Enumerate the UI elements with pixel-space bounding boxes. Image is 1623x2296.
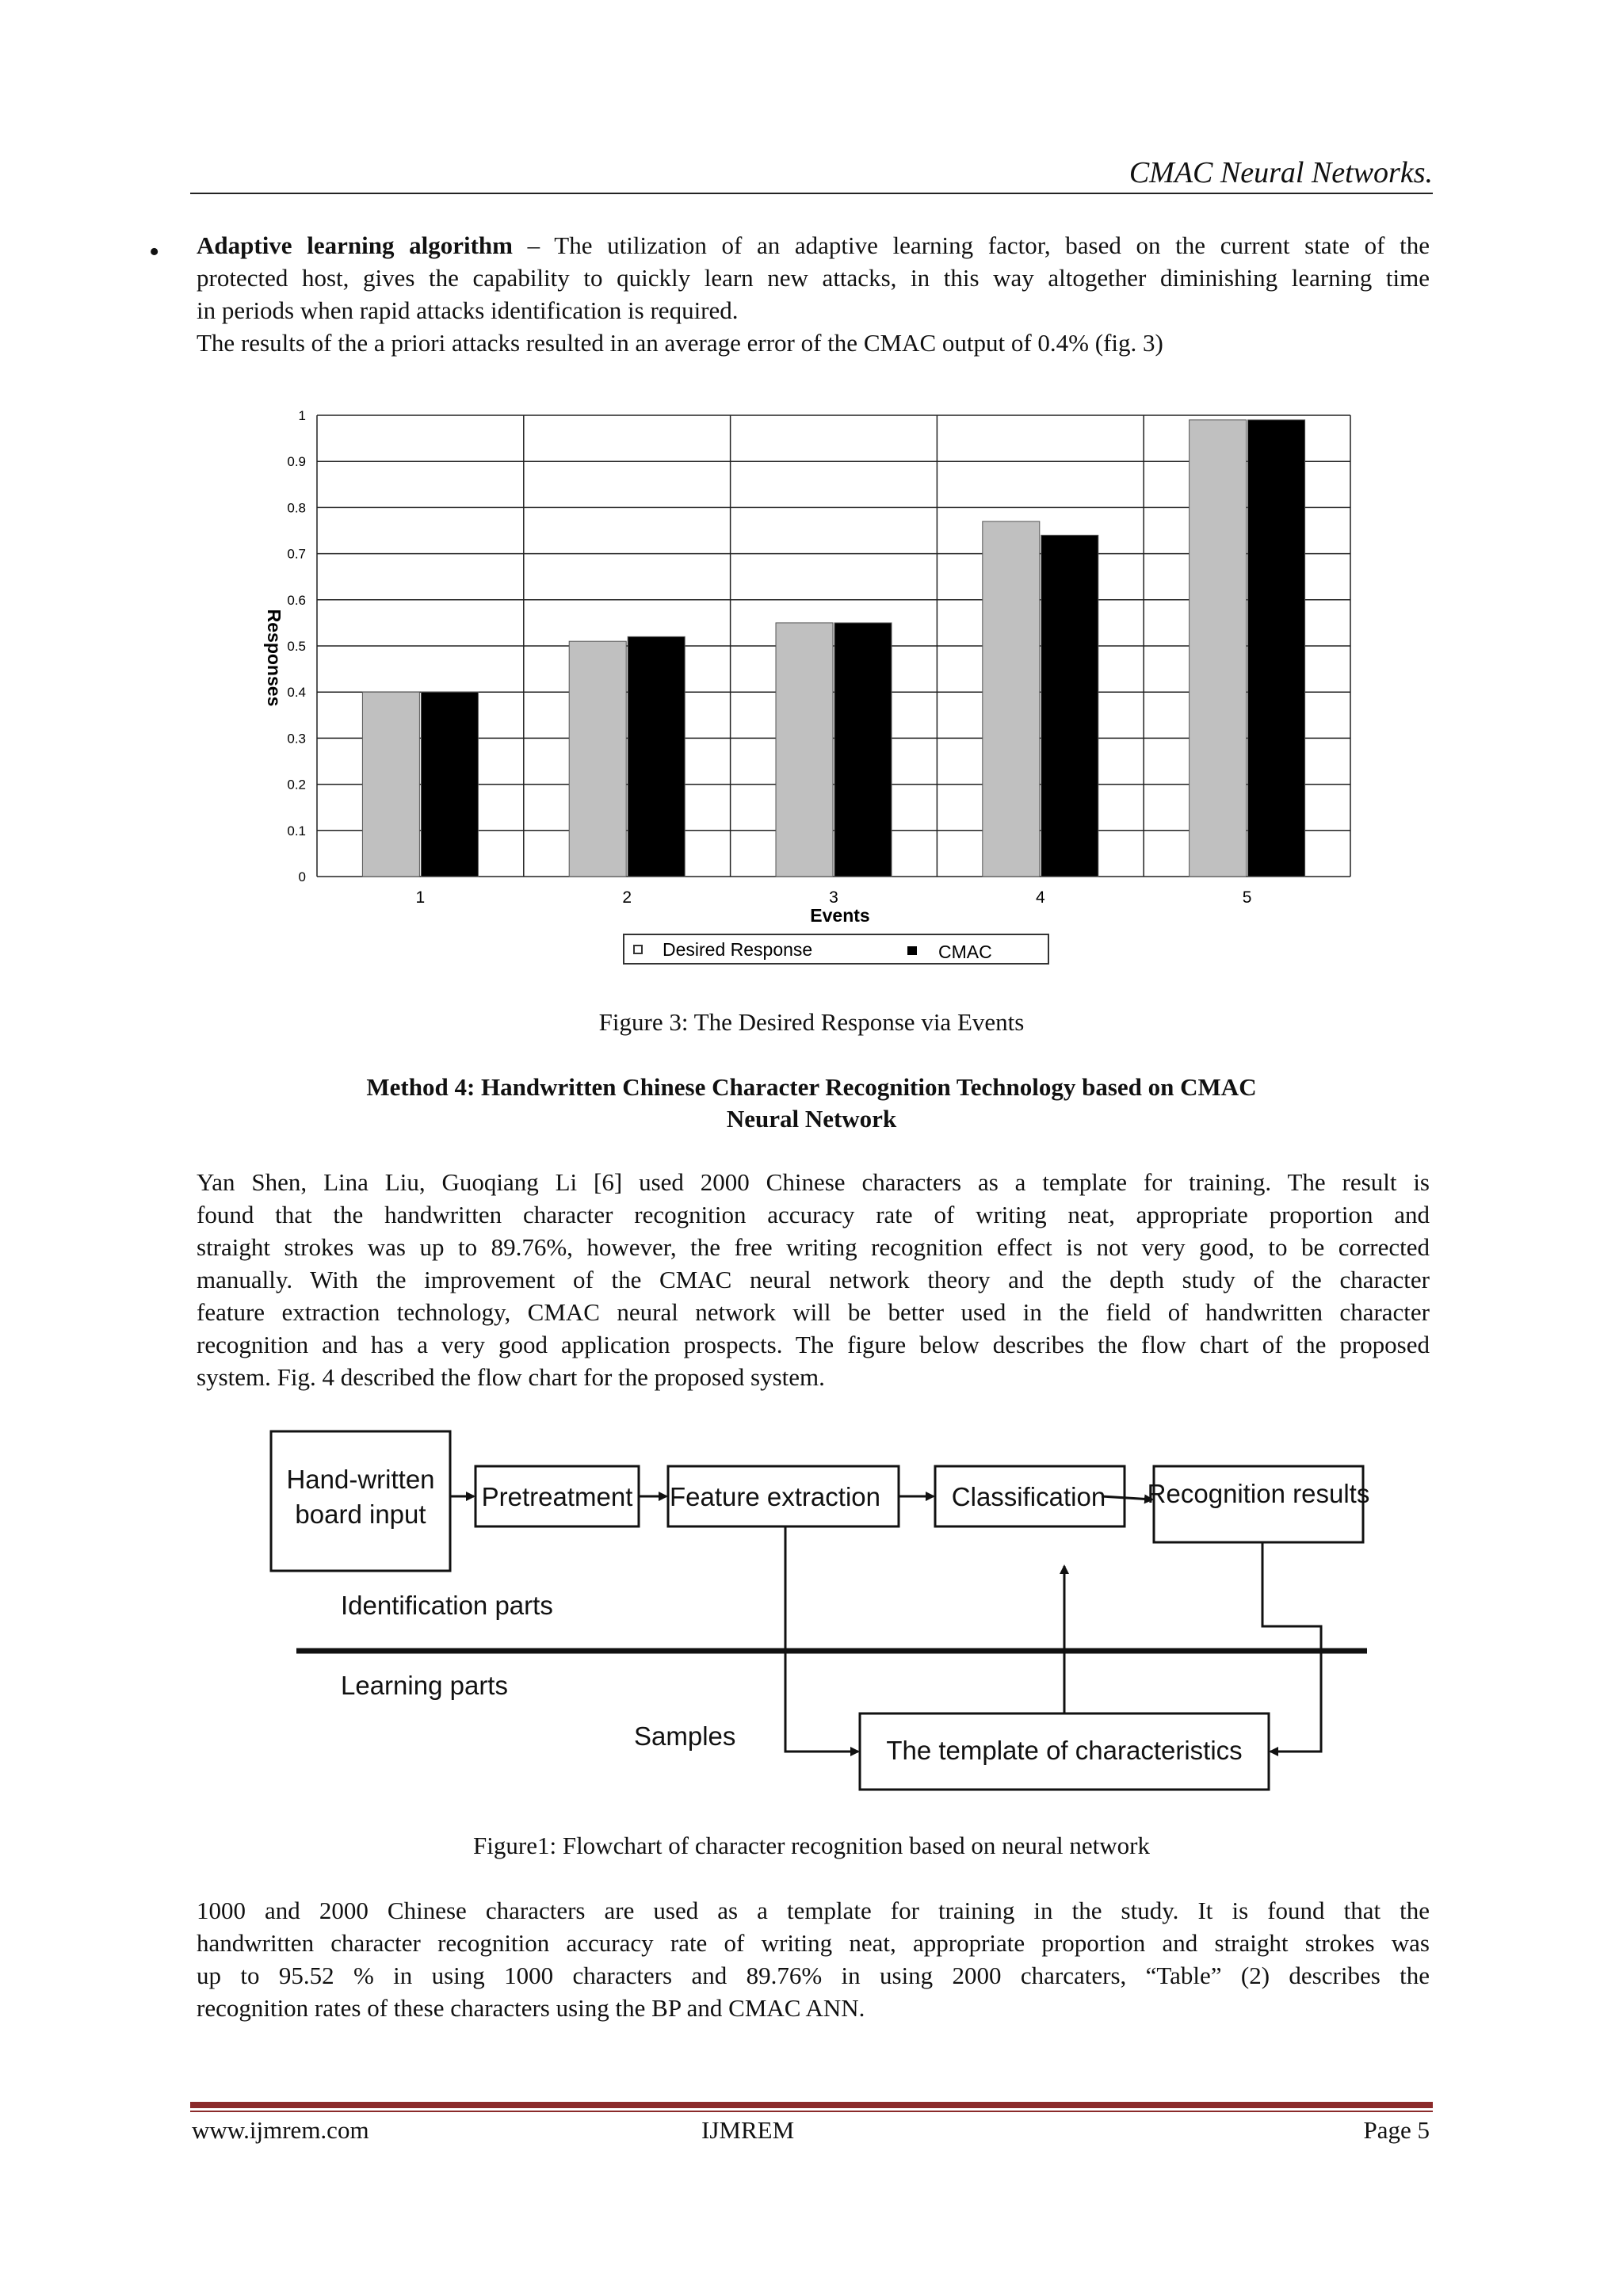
x-tick-label: 5 [1242, 888, 1252, 907]
footer-rule [190, 2102, 1433, 2108]
bar-desired-response [983, 521, 1040, 877]
box-input-line2: board input [295, 1499, 426, 1529]
p1-line-3: manually. With the improvement of the CMAC neural network theory and the depth study of the character [197, 1266, 1430, 1293]
p2-line-1: handwritten character recognition accuracy rate of writing neat, appropriate proportion and straight strokes was [197, 1929, 1430, 1957]
flowchart-diagram [262, 1419, 1387, 1799]
p1-line-5: recognition and has a very good application prospects. The figure below describes the flow chart of the proposed [197, 1331, 1430, 1358]
paragraph-1 [197, 1166, 1430, 1393]
y-tick-label: 0.8 [287, 500, 306, 516]
legend-label-desired: Desired Response [663, 939, 813, 960]
bar-desired-response [362, 692, 419, 877]
box-template-label: The template of characteristics [886, 1736, 1243, 1765]
bullet-line-2: in periods when rapid attacks identification is required. [197, 296, 739, 324]
box-pretreatment-label: Pretreatment [481, 1482, 633, 1511]
figure1-caption: Figure1: Flowchart of character recognition based on neural network [473, 1832, 1150, 1859]
label-samples: Samples [634, 1721, 736, 1751]
header-rule [190, 193, 1433, 194]
y-tick-label: 0.6 [287, 592, 306, 608]
y-tick-label: 0.1 [287, 823, 306, 839]
label-identification-parts: Identification parts [341, 1591, 553, 1620]
footer-rule-thin [190, 2111, 1433, 2112]
y-tick-label: 0 [298, 869, 306, 884]
bullet-line-0: – The utilization of an adaptive learning factor, based on the current state of the [513, 231, 1430, 259]
bullet-icon: • [149, 235, 160, 269]
p2-line-3: recognition rates of these characters using the BP and CMAC ANN. [197, 1994, 865, 2022]
bar-cmac [628, 636, 685, 877]
p2-line-0: 1000 and 2000 Chinese characters are used as a template for training in the study. It is found that the [197, 1897, 1430, 1924]
box-input-line1: Hand-written [286, 1465, 435, 1494]
bar-cmac [421, 692, 478, 877]
x-tick-label: 4 [1035, 888, 1045, 907]
section-title [269, 1072, 1354, 1135]
bar-chart [238, 396, 1387, 983]
legend-label-cmac: CMAC [938, 942, 992, 962]
y-tick-label: 0.7 [287, 546, 306, 562]
footer-journal: IJMREM [701, 2116, 795, 2144]
y-tick-label: 0.9 [287, 454, 306, 470]
y-tick-label: 0.4 [287, 685, 306, 701]
footer-page-number: Page 5 [1363, 2116, 1430, 2144]
p1-line-6: system. Fig. 4 described the flow chart for the proposed system. [197, 1363, 825, 1391]
chart-legend [624, 934, 1048, 964]
bar-cmac [1248, 420, 1305, 877]
x-tick-label: 1 [415, 888, 426, 907]
running-title: CMAC Neural Networks. [1128, 156, 1433, 189]
bullet-paragraph [197, 229, 1430, 359]
legend-swatch-desired [634, 946, 642, 953]
section-title-line1: Method 4: Handwritten Chinese Character Recognition Technology based on CMAC [366, 1073, 1257, 1101]
bar-cmac [1041, 535, 1098, 877]
box-recognition-results-label: Recognition results [1147, 1479, 1370, 1508]
p1-line-2: straight strokes was up to 89.76%, however, the free writing recognition effect is not very good, to be corrected [197, 1233, 1430, 1261]
figure3-caption: Figure 3: The Desired Response via Events [598, 1008, 1025, 1036]
p1-line-0: Yan Shen, Lina Liu, Guoqiang Li [6] used 2000 Chinese characters as a template for training. The result is [197, 1168, 1430, 1196]
y-tick-label: 0.5 [287, 639, 306, 654]
legend-swatch-cmac [907, 946, 917, 955]
bar-desired-response [1190, 420, 1247, 877]
y-tick-label: 0.3 [287, 731, 306, 747]
x-tick-label: 2 [622, 888, 632, 907]
box-classification-label: Classification [951, 1482, 1106, 1511]
x-tick-label: 3 [829, 888, 838, 907]
bullet-line-3: The results of the a priori attacks resulted in an average error of the CMAC output of 0.4% (fig. 3) [197, 329, 1163, 357]
bar-desired-response [569, 641, 626, 877]
p1-line-1: found that the handwritten character recognition accuracy rate of writing neat, appropriate proportion and [197, 1201, 1430, 1228]
paragraph-2 [197, 1894, 1430, 2024]
bar-desired-response [776, 623, 833, 877]
box-feature-extraction-label: Feature extraction [670, 1482, 880, 1511]
p1-line-4: feature extraction technology, CMAC neural network will be better used in the field of handwritten character [197, 1298, 1430, 1326]
label-learning-parts: Learning parts [341, 1671, 508, 1700]
section-title-line2: Neural Network [726, 1105, 897, 1133]
y-tick-label: 1 [298, 408, 306, 423]
footer-website: www.ijmrem.com [192, 2116, 369, 2144]
bullet-line-1: protected host, gives the capability to quickly learn new attacks, in this way altogether diminishing learning time [197, 264, 1430, 292]
bullet-lead: Adaptive learning algorithm [197, 231, 513, 259]
bar-cmac [834, 623, 892, 877]
y-tick-label: 0.2 [287, 777, 306, 793]
p2-line-2: up to 95.52 % in using 1000 characters and 89.76% in using 2000 charcaters, “Table” (2) describes the [197, 1962, 1430, 1989]
y-axis-title: Responses [264, 609, 285, 707]
x-axis-title: Events [810, 905, 870, 926]
